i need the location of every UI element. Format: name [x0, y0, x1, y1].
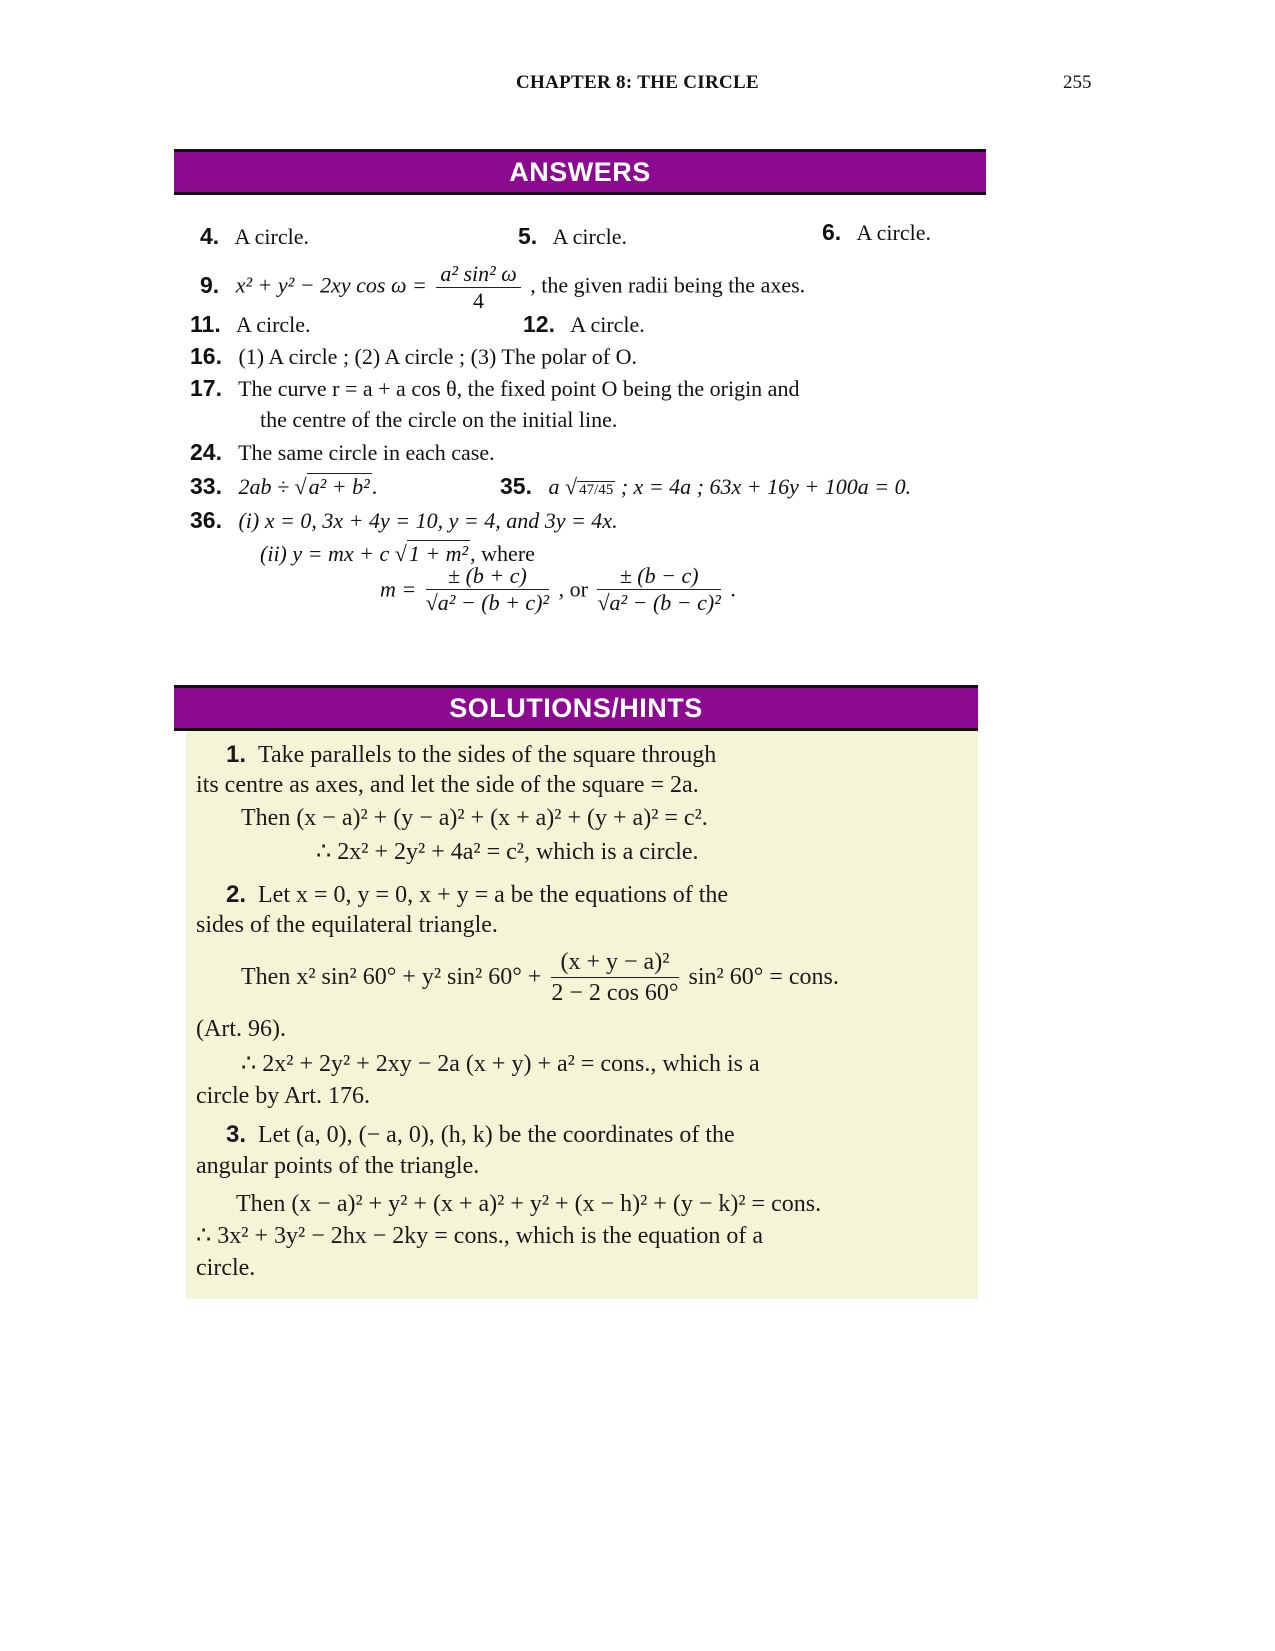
solutions-scan — [186, 731, 978, 1299]
solution-text: Let x = 0, y = 0, x + y = a be the equations of the — [258, 882, 729, 908]
answer-number: 5. — [518, 223, 538, 249]
solution-2-line-4: (Art. 96). — [196, 1016, 286, 1042]
answer-text: The curve r = a + a cos θ, the fixed point O being the origin and — [238, 376, 800, 401]
answer-number: 24. — [190, 439, 222, 465]
answer-12 — [523, 313, 645, 336]
solution-1-line-2: its centre as axes, and let the side of the square = 2a. — [196, 772, 699, 798]
solutions-heading: SOLUTIONS/HINTS — [174, 685, 978, 731]
answer-5 — [518, 225, 627, 248]
page-number: 255 — [1063, 72, 1092, 93]
answer-6 — [822, 221, 931, 244]
solution-3-line-3: Then (x − a)² + y² + (x + a)² + y² + (x − h)² + (y − k)² = cons. — [236, 1191, 822, 1217]
answer-11 — [190, 313, 311, 336]
answer-equation: (ii) y = mx + c √ — [260, 541, 407, 566]
solution-text: sin² 60° = cons. — [688, 964, 839, 990]
fraction-numerator: a² sin² ω — [436, 263, 520, 288]
answer-number: 12. — [523, 311, 555, 337]
answer-text: A circle. — [856, 220, 932, 245]
answer-text: , the given radii being the axes. — [530, 272, 806, 298]
solution-1-line-1 — [196, 739, 968, 771]
solution-text: Then x² sin² 60° + y² sin² 60° + — [241, 964, 542, 990]
answer-fraction — [426, 565, 549, 614]
solution-text: Take parallels to the sides of the square through — [258, 742, 717, 768]
answer-text: A circle. — [236, 312, 311, 337]
answer-fraction — [436, 263, 520, 312]
answer-number: 16. — [190, 343, 222, 369]
answer-text: A circle. — [234, 224, 310, 249]
answer-text: A circle. — [570, 312, 645, 337]
radicand: 47/45 — [579, 482, 614, 498]
answer-9 — [200, 263, 805, 312]
solution-fraction — [551, 949, 678, 1006]
answer-text: A circle. — [552, 224, 628, 249]
solution-2-line-5: ∴ 2x² + 2y² + 2xy − 2a (x + y) + a² = cons., which is a — [241, 1051, 760, 1077]
solution-2-line-1 — [196, 879, 968, 911]
fraction-denominator: 4 — [473, 288, 485, 313]
page-header-title: CHAPTER 8: THE CIRCLE — [516, 72, 759, 93]
answer-number: 36. — [190, 507, 222, 533]
solution-2-line-6: circle by Art. 176. — [196, 1083, 370, 1109]
answer-text: . — [730, 576, 736, 602]
solution-2-line-3 — [241, 949, 1013, 1006]
answer-equation: m = — [380, 576, 417, 602]
answers-heading: ANSWERS — [174, 149, 986, 195]
answer-36-m — [380, 565, 736, 614]
fraction-denominator: √a² − (b + c)² — [425, 590, 550, 615]
answer-equation: a √ — [548, 474, 578, 499]
radicand: a² + b² — [308, 474, 370, 499]
answer-16 — [190, 345, 637, 368]
answer-text: ; x = 4a ; 63x + 16y + 100a = 0. — [615, 474, 912, 499]
answer-text: , where — [470, 541, 535, 566]
fraction-denominator: 2 − 2 cos 60° — [551, 980, 679, 1006]
answer-text: the centre of the circle on the initial line. — [260, 407, 618, 432]
answer-text: . — [371, 474, 378, 499]
fraction-numerator: ± (b − c) — [597, 565, 720, 590]
radicand: 1 + m² — [408, 541, 469, 566]
answer-text: (i) x = 0, 3x + 4y = 10, y = 4, and 3y = 4x. — [238, 508, 618, 533]
fraction-numerator: (x + y − a)² — [551, 949, 678, 978]
solution-3-line-4: ∴ 3x² + 3y² − 2hx − 2ky = cons., which is the equation of a — [196, 1223, 764, 1249]
answer-35 — [500, 475, 911, 498]
answer-17-cont — [260, 409, 617, 431]
solution-number: 3. — [226, 1121, 247, 1148]
solution-number: 1. — [226, 741, 247, 768]
answer-4 — [200, 225, 309, 248]
answer-36-ii — [260, 543, 535, 565]
answer-number: 33. — [190, 473, 222, 499]
solution-1-line-3: Then (x − a)² + (y − a)² + (x + a)² + (y + a)² = c². — [241, 805, 708, 831]
answer-fraction — [597, 565, 720, 614]
answer-number: 35. — [500, 473, 532, 499]
solution-3-line-2: angular points of the triangle. — [196, 1153, 480, 1179]
answer-equation: 2ab ÷ √ — [238, 474, 307, 499]
answer-33 — [190, 475, 377, 498]
solution-text: Let (a, 0), (− a, 0), (h, k) be the coordinates of the — [258, 1122, 735, 1148]
answer-number: 6. — [822, 219, 842, 245]
solution-3-line-5: circle. — [196, 1255, 256, 1281]
solution-number: 2. — [226, 881, 247, 908]
answer-17 — [190, 377, 799, 400]
answer-equation: x² + y² − 2xy cos ω = — [235, 272, 427, 298]
answer-number: 11. — [190, 311, 221, 337]
solution-1-line-4: ∴ 2x² + 2y² + 4a² = c², which is a circle. — [316, 839, 699, 865]
answer-number: 17. — [190, 375, 222, 401]
answer-text: The same circle in each case. — [238, 440, 495, 465]
answer-text: , or — [558, 576, 588, 602]
answer-24 — [190, 441, 495, 464]
solution-3-line-1 — [196, 1119, 968, 1151]
fraction-numerator: ± (b + c) — [426, 565, 549, 590]
solution-2-line-2: sides of the equilateral triangle. — [196, 912, 498, 938]
answer-text: (1) A circle ; (2) A circle ; (3) The polar of O. — [238, 344, 637, 369]
answer-number: 9. — [200, 271, 220, 298]
answer-number: 4. — [200, 223, 220, 249]
fraction-denominator: √a² − (b − c)² — [597, 590, 721, 615]
answer-36 — [190, 509, 618, 532]
